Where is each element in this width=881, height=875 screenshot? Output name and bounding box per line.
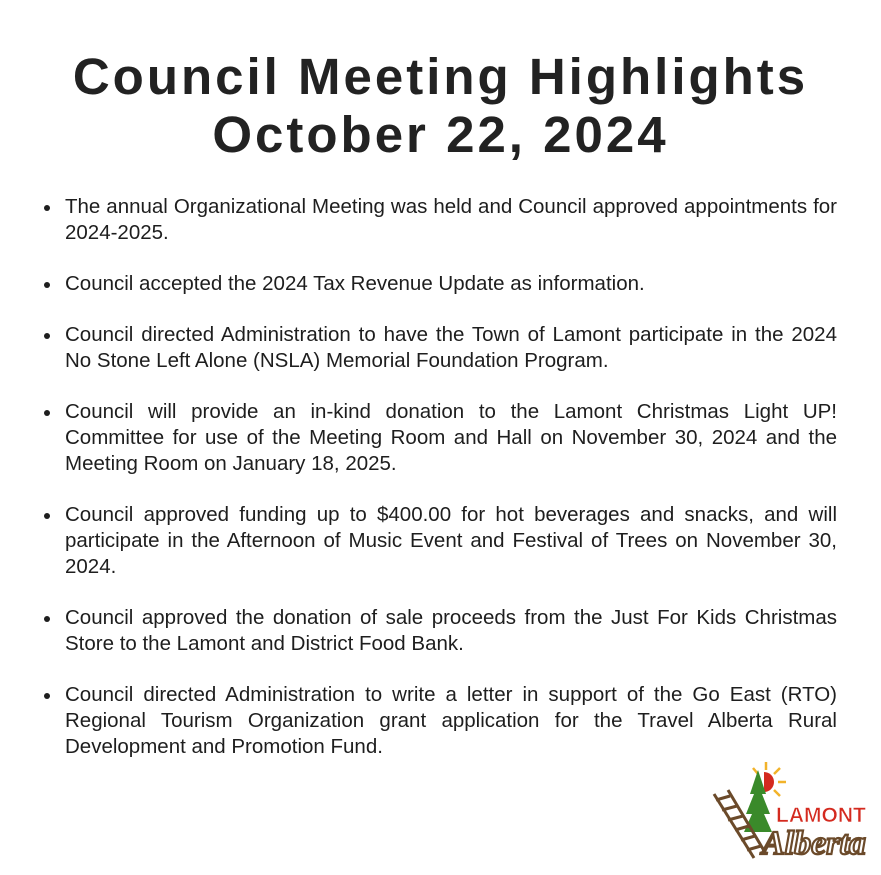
red-sun-shape — [764, 772, 774, 792]
list-item: Council directed Administration to have the Town of Lamont participate in the 2024 No Stone Left Alone (NSLA) Memorial Foundation Program. — [44, 322, 837, 374]
lamont-alberta-logo — [708, 762, 878, 862]
list-item: Council directed Administration to write a letter in support of the Go East (RTO) Regional Tourism Organization grant application for the Travel Alberta Rural Development and Promotion Fund. — [44, 682, 837, 760]
list-item: Council will provide an in-kind donation to the Lamont Christmas Light UP! Committee for use of the Meeting Room and Hall on November 30, 2024 and the Meeting Room on January 18, 2025. — [44, 399, 837, 477]
list-item: Council accepted the 2024 Tax Revenue Update as information. — [44, 271, 837, 297]
list-item: The annual Organizational Meeting was held and Council approved appointments for 2024-2025. — [44, 194, 837, 246]
page-title — [0, 48, 881, 164]
title-line-1: Council Meeting Highlights — [72, 48, 809, 105]
logo-alberta-text: Alberta — [762, 825, 866, 862]
title-line-2: October 22, 2024 — [212, 106, 669, 163]
list-item: Council approved the donation of sale proceeds from the Just For Kids Christmas Store to the Lamont and District Food Bank. — [44, 605, 837, 657]
highlights-list — [44, 194, 837, 785]
list-item: Council approved funding up to $400.00 for hot beverages and snacks, and will participate in the Afternoon of Music Event and Festival of Trees on November 30, 2024. — [44, 502, 837, 580]
logo-lamont-text: LAMONT — [776, 804, 866, 827]
